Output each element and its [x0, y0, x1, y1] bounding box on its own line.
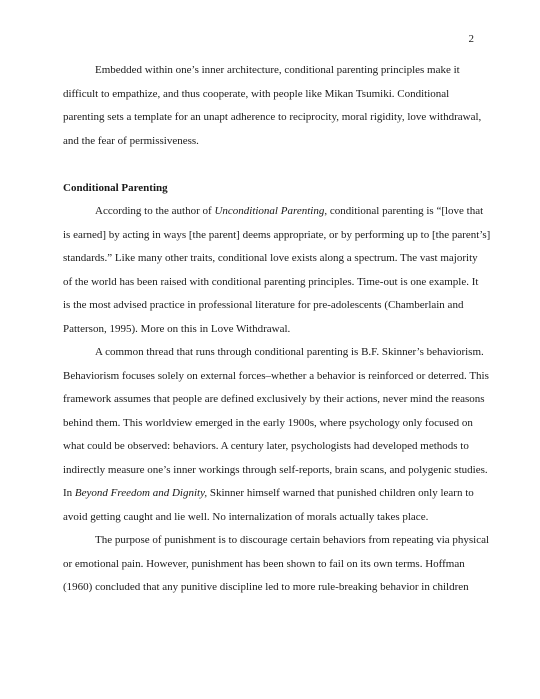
paragraph-line: Patterson, 1995). More on this in Love Withdrawal. [63, 322, 291, 335]
paragraph-line: framework assumes that people are defined exclusively by their actions, never mind the reasons [63, 393, 485, 405]
paragraph-line [63, 486, 473, 510]
paragraph-4 [63, 533, 490, 604]
text-run: Skinner himself warned that punished children only learn to [207, 487, 474, 499]
section-gap [63, 157, 473, 181]
paragraph-3 [63, 345, 489, 533]
paragraph-line: behind them. This worldview emerged in the early 1900s, where psychology only focused on [63, 416, 473, 429]
paragraph-line: The purpose of punishment is to discourage certain behaviors from repeating via physical [95, 534, 490, 546]
paragraph-line: avoid getting caught and lie well. No internalization of morals actually takes place. [63, 510, 429, 523]
paragraph-line: or emotional pain. However, punishment has been shown to fail on its own terms. Hoffman [63, 557, 465, 570]
book-title: Unconditional Parenting [214, 205, 325, 217]
section-heading: Conditional Parenting [63, 181, 168, 194]
paragraph-line: is the most advised practice in professional literature for pre-adolescents (Chamberlain and [63, 299, 464, 311]
paragraph-line: standards.” Like many other traits, conditional love exists along a spectrum. The vast majority [63, 252, 478, 264]
paragraph-line: is earned] by acting in ways [the parent] deems appropriate, or by performing up to [the parent’s] [63, 228, 491, 241]
body-text [63, 63, 491, 604]
paragraph-line: Behaviorism focuses solely on external forces–whether a behavior is reinforced or deterred. This [63, 369, 489, 382]
paragraph-line: parenting sets a template for an unapt adherence to reciprocity, moral rigidity, love withdrawal, [63, 111, 482, 123]
paragraph-2 [63, 204, 491, 345]
paragraph-line: what could be observed: behaviors. A century later, psychologists had developed methods to [63, 440, 469, 452]
text-run: , conditional parenting is “[love that [324, 205, 484, 217]
paragraph-line: (1960) concluded that any punitive discipline led to more rule-breaking behavior in children [63, 581, 469, 593]
text-run: In [63, 487, 75, 499]
paragraph-line: indirectly measure one’s inner workings through self-reports, brain scans, and polygenic studies. [63, 463, 488, 476]
paragraph-line: of the world has been raised with conditional parenting principles. Time-out is one example. It [63, 275, 479, 288]
paragraph-line: and the fear of permissiveness. [63, 134, 199, 147]
paragraph-1 [63, 63, 482, 157]
paragraph-line [63, 204, 484, 228]
paragraph-line: difficult to empathize, and thus cooperate, with people like Mikan Tsumiki. Conditional [63, 87, 450, 100]
paragraph-line: Embedded within one’s inner architecture, conditional parenting principles make it [95, 64, 460, 76]
text-run: According to the author of [95, 205, 215, 217]
paragraph-line: A common thread that runs through conditional parenting is B.F. Skinner’s behaviorism. [95, 346, 484, 358]
page-number: 2 [468, 33, 474, 45]
book-title: Beyond Freedom and Dignity, [74, 487, 208, 499]
